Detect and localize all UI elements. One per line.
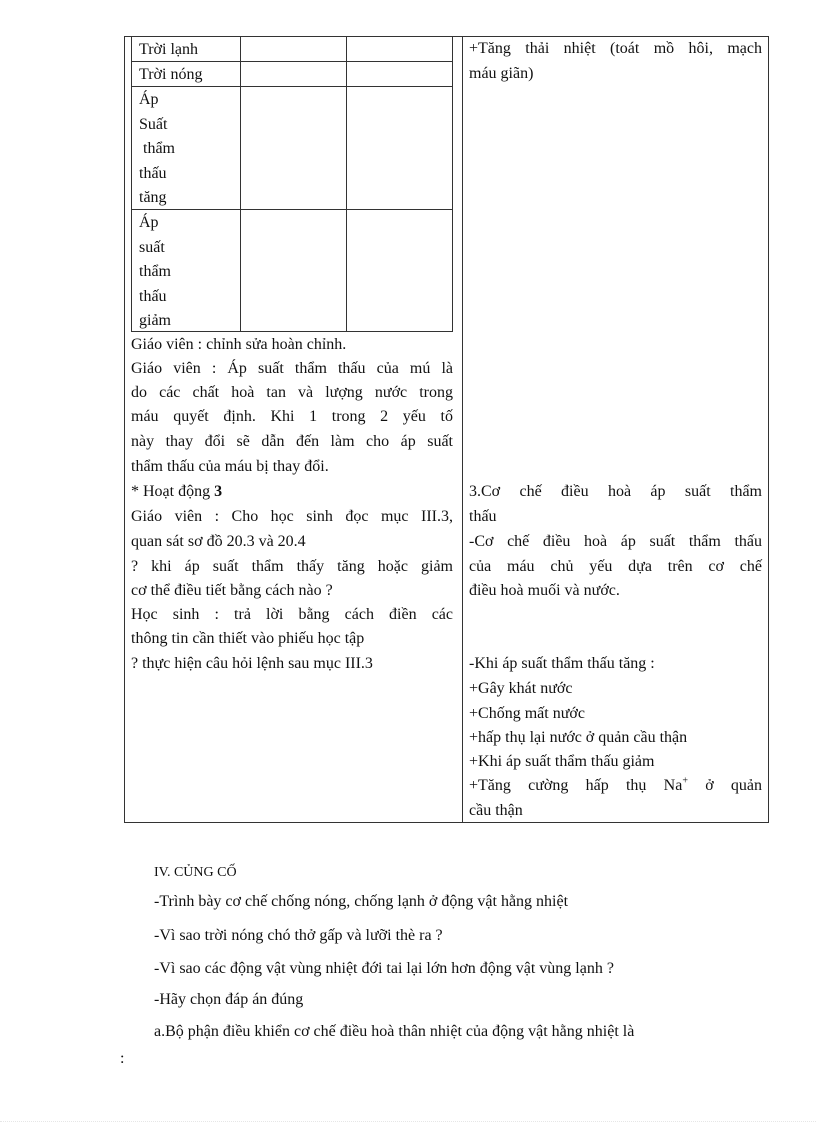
inner-table-row-line bbox=[131, 209, 453, 210]
activity-heading: * Hoạt động 3 bbox=[131, 483, 223, 500]
section-4-title: IV. CỦNG CỐ bbox=[154, 865, 237, 880]
teacher-note-1: Giáo viên : chỉnh sửa hoàn chỉnh. bbox=[131, 336, 347, 353]
column-divider bbox=[462, 36, 463, 823]
inner-table-col-line bbox=[240, 36, 241, 332]
page-bottom-rule bbox=[0, 1121, 816, 1122]
sodium-absorption-line: +Tăng cường hấp thụ Na+ ở quản bbox=[469, 775, 762, 794]
continuation-colon: : bbox=[120, 1050, 125, 1067]
inner-table-col-line bbox=[346, 36, 347, 332]
row-label-hot: Trời nóng bbox=[139, 66, 203, 83]
row-label-cold: Trời lạnh bbox=[139, 41, 198, 58]
